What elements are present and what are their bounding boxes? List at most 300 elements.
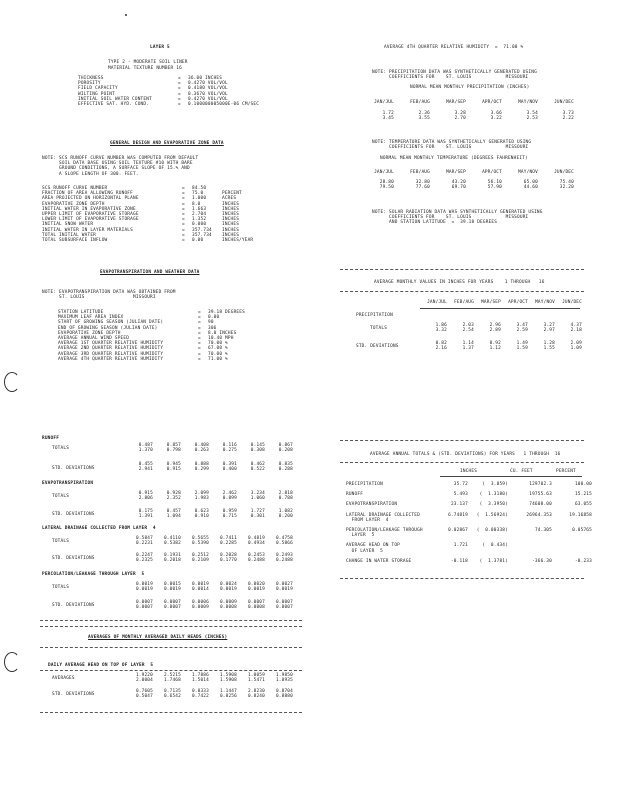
annual-percent: 0.05765 xyxy=(572,528,592,534)
temp-values xyxy=(358,180,574,190)
grid-row xyxy=(420,328,582,333)
property-cell: INCHES xyxy=(222,232,240,238)
grid-cell: 1.72 xyxy=(382,111,394,116)
property-cell: EVAPORATIVE ZONE DEPTH xyxy=(42,201,105,207)
grid-cell: 0.0007 xyxy=(163,605,181,611)
grid-cell: 0.462 xyxy=(250,462,265,467)
divider xyxy=(340,269,584,270)
perc-std-grid xyxy=(125,600,293,610)
rule xyxy=(420,308,580,309)
runoff-totals-grid xyxy=(125,443,293,453)
grid-cell: 0.0019 xyxy=(163,587,181,593)
grid-cell: 4.37 xyxy=(570,323,582,328)
grid-cell: 0.2488 xyxy=(247,558,265,564)
speck xyxy=(125,14,127,16)
property-cell: MAXIMUM LEAF AREA INDEX xyxy=(58,315,124,321)
property-cell: 1.663 xyxy=(192,206,207,212)
grid-cell: 2.59 xyxy=(516,328,528,334)
month-header: MAR/SEP xyxy=(446,100,466,105)
grid-cell: 0.0007 xyxy=(135,600,153,605)
grid-cell: 0.208 xyxy=(278,448,293,454)
property-cell: = xyxy=(198,356,201,362)
grid-cell: 1.0059 xyxy=(247,673,265,678)
property-cell: AVERAGE 4TH QUARTER RELATIVE HUMIDITY xyxy=(58,356,164,362)
month-header: JAN/JUL xyxy=(427,300,447,305)
grid-cell: 2.818 xyxy=(278,491,293,496)
annual-rows xyxy=(346,482,592,569)
month-header: MAY/NOV xyxy=(518,170,538,175)
month-header: JUN/DEC xyxy=(562,300,582,305)
grid-cell: 3.73 xyxy=(562,111,574,116)
grid-cell: 2.16 xyxy=(435,346,447,352)
grid-cell: 3.54 xyxy=(526,111,538,116)
annual-cuft: 19755.63 xyxy=(529,492,552,498)
grid-row xyxy=(125,467,293,472)
precip-label: PRECIPITATION xyxy=(356,313,393,318)
property-cell: 0.3670 VOL/VOL xyxy=(188,91,228,97)
grid-cell: 0.945 xyxy=(166,462,181,467)
grid-row xyxy=(125,541,293,546)
month-header: APR/OCT xyxy=(508,300,528,305)
grid-cell: 28.80 xyxy=(379,180,394,185)
grid-cell: 0.487 xyxy=(138,443,153,448)
property-cell: AVERAGE ANNUAL WIND SPEED xyxy=(58,336,130,342)
temp-title: NORMAL MEAN MONTHLY TEMPERATURE (DEGREES FAHRENHEIT) xyxy=(380,156,528,161)
grid-cell: 0.5382 xyxy=(163,541,181,547)
grid-cell: 0.263 xyxy=(194,448,209,454)
evapo-properties xyxy=(58,310,288,362)
grid-row xyxy=(420,346,582,351)
grid-row xyxy=(125,694,293,699)
design-title: GENERAL DESIGN AND EVAPORATIVE ZONE DATA xyxy=(110,141,224,146)
grid-cell: 2.53 xyxy=(526,116,538,122)
grid-cell: 0.0024 xyxy=(219,582,237,587)
grid-cell: 2.09 xyxy=(570,341,582,346)
grid-cell: 1.5908 xyxy=(219,673,237,678)
property-cell: INCHES/YEAR xyxy=(222,238,254,244)
month-header-row xyxy=(358,170,574,175)
percolation-label: PERCOLATION/LEAKAGE THROUGH LAYER 5 xyxy=(42,572,145,577)
divider xyxy=(40,670,302,671)
grid-cell: 3.27 xyxy=(543,323,555,328)
grid-cell: 0.798 xyxy=(166,448,181,454)
annual-cuft: 129702.3 xyxy=(529,482,552,487)
annual-label: RUNOFF xyxy=(346,492,364,498)
grid-cell: 1.5471 xyxy=(247,678,265,684)
annual-cuft: 26964.353 xyxy=(526,512,552,518)
property-cell: PERCENT xyxy=(222,191,242,197)
property-cell: ACRES xyxy=(222,196,237,202)
property-cell: POROSITY xyxy=(78,81,101,87)
property-cell: 1.352 xyxy=(192,217,207,223)
property-cell: = xyxy=(178,76,181,81)
grid-cell: 32.80 xyxy=(415,180,430,185)
grid-cell: 0.910 xyxy=(194,514,209,520)
property-cell: INITIAL WATER IN LAYER MATERIALS xyxy=(42,227,133,233)
grid-cell: 0.959 xyxy=(222,509,237,514)
lateral-totals-label: TOTALS xyxy=(52,539,70,544)
annual-std: ( 1.3781) xyxy=(479,558,508,564)
property-cell: = xyxy=(182,238,185,244)
annual-inches: 0.02867 xyxy=(448,528,468,534)
property-cell: 39.18 DEGREES xyxy=(208,310,245,315)
grid-cell: 1.12 xyxy=(489,346,501,352)
grid-cell: 0.888 xyxy=(194,462,209,467)
property-cell: AVERAGE 2ND QUARTER RELATIVE HUMIDITY xyxy=(58,346,164,352)
property-cell: INCHES xyxy=(222,217,240,223)
annual-std: ( 0.434) xyxy=(482,543,508,549)
grid-cell: 0.0007 xyxy=(275,600,293,605)
grid-cell: 0.116 xyxy=(222,443,237,448)
grid-cell: 1.060 xyxy=(250,496,265,502)
property-cell: AVERAGE 1ST QUARTER RELATIVE HUMIDITY xyxy=(58,341,164,347)
grid-cell: 0.2247 xyxy=(135,553,153,558)
annual-label: AVERAGE HEAD ON TOP OF LAYER 5 xyxy=(346,543,401,554)
property-row xyxy=(42,238,262,243)
grid-cell: 0.522 xyxy=(250,467,265,473)
monthly-title: AVERAGE MONTHLY VALUES IN INCHES FOR YEARS 1 THROUGH 16 xyxy=(374,280,545,285)
grid-cell: 2.352 xyxy=(166,496,181,502)
grid-row xyxy=(125,678,293,683)
grid-cell: 0.0015 xyxy=(163,582,181,587)
grid-cell: 1.0935 xyxy=(275,678,293,684)
grid-row xyxy=(125,587,293,592)
col-percent: PERCENT xyxy=(556,469,576,474)
divider xyxy=(40,626,302,627)
perc-std-label: STD. DEVIATIONS xyxy=(52,603,95,608)
annual-std: ( 1.56924) xyxy=(476,512,508,518)
property-cell: EVAPORATIVE ZONE DEPTH xyxy=(58,330,121,336)
divider xyxy=(40,620,302,621)
grid-cell: 0.0019 xyxy=(219,587,237,593)
property-cell: 75.0 xyxy=(192,191,204,197)
grid-cell: 0.2453 xyxy=(247,553,265,558)
annual-row xyxy=(346,528,592,538)
month-header: JUN/DEC xyxy=(554,100,574,105)
grid-cell: 0.0009 xyxy=(219,600,237,605)
property-cell: = xyxy=(198,336,201,342)
property-cell: = xyxy=(178,102,181,108)
grid-cell: 0.0019 xyxy=(135,587,153,593)
grid-cell: 0.8256 xyxy=(219,694,237,700)
property-cell: INITIAL WATER IN EVAPORATIVE ZONE xyxy=(42,206,136,212)
property-cell: 8.0 xyxy=(192,201,201,207)
property-cell: TOTAL INITIAL WATER xyxy=(42,232,97,238)
property-cell: TOTAL SUBSURFACE INFLOW xyxy=(42,238,108,244)
grid-cell: 0.7422 xyxy=(191,694,209,700)
property-cell: = xyxy=(182,191,185,197)
month-header: MAY/NOV xyxy=(535,300,555,305)
grid-cell: 0.8880 xyxy=(275,694,293,700)
grid-cell: 0.4819 xyxy=(247,536,265,541)
grid-cell: 3.28 xyxy=(454,111,466,116)
grid-cell: 0.0007 xyxy=(247,600,265,605)
col-inches: INCHES xyxy=(460,469,478,474)
col-cuft: CU. FEET xyxy=(510,469,533,474)
totals-label: TOTALS xyxy=(370,326,388,331)
month-header-row xyxy=(420,300,582,305)
grid-cell: 32.20 xyxy=(559,185,574,191)
annual-row xyxy=(346,502,592,507)
std-label: STD. DEVIATIONS xyxy=(356,344,399,349)
punch-hole-top xyxy=(4,372,20,392)
lateral-label: LATERAL DRAINAGE COLLECTED FROM LAYER 4 xyxy=(42,526,156,531)
grid-cell: 0.5047 xyxy=(135,694,153,700)
layer-type-line: TYPE 2 - MODERATE SOIL LINER xyxy=(108,60,188,65)
annual-row xyxy=(346,482,592,487)
runoff-totals-label: TOTALS xyxy=(52,446,70,451)
grid-cell: 0.301 xyxy=(250,514,265,520)
grid-cell: 44.60 xyxy=(523,185,538,191)
divider xyxy=(40,647,302,648)
grid-cell: 0.5390 xyxy=(191,541,209,547)
grid-cell: 0.715 xyxy=(222,514,237,520)
grid-cell: 0.0019 xyxy=(135,582,153,587)
divider xyxy=(340,440,584,441)
grid-cell: 2.8230 xyxy=(247,689,265,694)
grid-cell: 75.40 xyxy=(559,180,574,185)
grid-cell: 0.5866 xyxy=(275,541,293,547)
grid-cell: 0.857 xyxy=(166,443,181,448)
month-header-row xyxy=(358,100,574,105)
annual-std: ( 0.00338) xyxy=(476,528,508,534)
grid-cell: 0.2488 xyxy=(275,558,293,564)
month-header: FEB/AUG xyxy=(410,170,430,175)
grid-cell: 0.4758 xyxy=(275,536,293,541)
annual-std: ( 1.3180) xyxy=(479,492,508,498)
property-cell: = xyxy=(178,81,181,87)
divider xyxy=(40,712,302,713)
grid-cell: 1.370 xyxy=(138,448,153,454)
grid-cell: 0.2493 xyxy=(275,553,293,558)
grid-cell: 0.0027 xyxy=(275,582,293,587)
grid-cell: 2.462 xyxy=(222,491,237,496)
runoff-std-grid xyxy=(125,462,293,472)
runoff-label: RUNOFF xyxy=(42,436,60,441)
property-cell: = xyxy=(182,232,185,238)
precip-title: NORMAL MEAN MONTHLY PRECIPITATION (INCHES) xyxy=(410,85,530,90)
grid-cell: 0.1770 xyxy=(219,558,237,564)
grid-cell: 2.806 xyxy=(138,496,153,502)
grid-cell: 0.899 xyxy=(222,496,237,502)
annual-row xyxy=(346,492,592,497)
perc-totals-grid xyxy=(125,582,293,592)
annual-cuft: -366.30 xyxy=(532,558,552,564)
property-cell: INCHES xyxy=(222,222,240,228)
property-cell: = xyxy=(178,86,181,92)
divider xyxy=(340,462,584,463)
property-cell: = xyxy=(198,341,201,347)
grid-cell: 79.50 xyxy=(379,185,394,191)
grid-cell: 1.14 xyxy=(462,341,474,346)
grid-cell: 0.2512 xyxy=(191,553,209,558)
property-cell: 70.00 % xyxy=(208,341,228,347)
grid-cell: 0.145 xyxy=(250,443,265,448)
property-cell: = xyxy=(198,351,201,357)
property-cell: FIELD CAPACITY xyxy=(78,86,118,92)
property-cell: AREA PROJECTED ON HORIZONTAL PLANE xyxy=(42,196,139,202)
annual-row xyxy=(346,559,592,564)
month-header: FEB/AUG xyxy=(454,300,474,305)
property-cell: INCHES xyxy=(222,227,240,233)
property-cell: 2.704 xyxy=(192,212,207,218)
grid-cell: 56.10 xyxy=(487,180,502,185)
grid-cell: 1.082 xyxy=(278,509,293,514)
layer-material-line: MATERIAL TEXTURE NUMBER 16 xyxy=(108,66,182,71)
month-header: APR/OCT xyxy=(482,100,502,105)
grid-cell: 0.0019 xyxy=(275,587,293,593)
grid-cell: 2.36 xyxy=(418,111,430,116)
evapo-title: EVAPOTRANSPIRATION AND WEATHER DATA xyxy=(100,270,200,275)
property-row xyxy=(78,102,288,107)
month-header: MAY/NOV xyxy=(518,100,538,105)
annual-percent: 100.00 xyxy=(574,482,592,487)
property-cell: 1.000 xyxy=(192,196,207,202)
annual-percent: 63.055 xyxy=(574,502,592,508)
property-cell: 0.00 xyxy=(208,315,220,321)
annual-inches: -0.118 xyxy=(450,558,468,564)
grid-cell: 0.299 xyxy=(194,467,209,473)
grid-row xyxy=(358,185,574,190)
annual-title: AVERAGE ANNUAL TOTALS & (STD. DEVIATIONS) FOR YEARS 1 THROUGH 16 xyxy=(370,452,561,457)
design-properties xyxy=(42,186,262,243)
grid-cell: 0.2285 xyxy=(219,541,237,547)
property-cell: 357.734 xyxy=(192,227,212,233)
grid-cell: 0.82 xyxy=(435,341,447,346)
grid-cell: 0.308 xyxy=(250,448,265,454)
grid-cell: 0.0008 xyxy=(247,605,265,611)
property-cell: LOWER LIMIT OF EVAPORATIVE STORAGE xyxy=(42,217,139,223)
property-cell: WILTING POINT xyxy=(78,91,115,97)
monthly-months xyxy=(420,300,582,305)
runoff-std-label: STD. DEVIATIONS xyxy=(52,466,95,471)
grid-cell: 0.867 xyxy=(278,443,293,448)
grid-cell: 0.4110 xyxy=(163,536,181,541)
grid-cell: 0.0014 xyxy=(191,587,209,593)
temp-months xyxy=(358,170,574,175)
property-cell: 71.00 % xyxy=(208,356,228,362)
property-cell: = xyxy=(198,346,201,352)
grid-cell: 0.200 xyxy=(278,514,293,520)
property-cell: 357.734 xyxy=(192,232,212,238)
grid-cell: 0.2018 xyxy=(163,558,181,564)
property-row xyxy=(58,357,288,362)
property-cell: EFFECTIVE SAT. HYD. COND. xyxy=(78,102,150,108)
grid-cell: 1.9850 xyxy=(275,673,293,678)
grid-cell: 0.400 xyxy=(222,467,237,473)
head-avg-label: AVERAGES xyxy=(52,676,75,681)
property-cell: = xyxy=(182,222,185,228)
property-cell: INCHES xyxy=(222,212,240,218)
property-cell: END OF GROWING SEASON (JULIAN DATE) xyxy=(58,325,158,331)
annual-label: PERCOLATION/LEAKAGE THROUGH LAYER 5 xyxy=(346,528,423,539)
property-cell: INCHES xyxy=(222,206,240,212)
grid-cell: 1.86 xyxy=(435,323,447,328)
month-header: JAN/JUL xyxy=(374,170,394,175)
annual-cuft: 74.305 xyxy=(534,528,552,534)
property-cell: UPPER LIMIT OF EVAPORATIVE STORAGE xyxy=(42,212,139,218)
property-cell: = xyxy=(198,330,201,336)
evap-totals-label: TOTALS xyxy=(52,494,70,499)
property-cell: 0.000 xyxy=(192,222,207,228)
property-cell: = xyxy=(182,212,185,218)
grid-cell: 0.2109 xyxy=(191,558,209,564)
property-cell: = xyxy=(182,201,185,207)
grid-cell: 1.5908 xyxy=(219,678,237,684)
grid-cell: 1.5014 xyxy=(191,678,209,684)
grid-row xyxy=(125,448,293,453)
annual-percent: 15.215 xyxy=(574,492,592,498)
grid-cell: 0.7605 xyxy=(135,689,153,694)
annual-label: PRECIPITATION xyxy=(346,482,383,487)
grid-cell: 0.175 xyxy=(138,509,153,514)
annual-percent xyxy=(552,543,592,553)
property-cell: 0.100000005000E-06 CM/SEC xyxy=(188,102,260,108)
grid-cell: 0.0019 xyxy=(191,582,209,587)
grid-cell: 2.70 xyxy=(454,116,466,122)
grid-cell: 1.9220 xyxy=(135,673,153,678)
annual-row xyxy=(346,543,592,553)
grid-cell: 2.0004 xyxy=(135,678,153,684)
property-cell: = xyxy=(178,91,181,97)
property-cell: INCHES xyxy=(222,201,240,207)
solar-note: NOTE: SOLAR RADIATION DATA WAS SYNTHETICALLY GENERATED USING COEFFICIENTS FOR ST. LOUIS MISSOURI AND STATION LATITUDE = 39.18 DEGREES xyxy=(372,210,543,226)
grid-cell: 0.408 xyxy=(194,443,209,448)
property-cell: = xyxy=(178,96,181,102)
annual-cuft: 74608.00 xyxy=(529,502,552,508)
annual-label: CHANGE IN WATER STORAGE xyxy=(346,558,412,564)
annual-std: ( 3.859) xyxy=(482,482,508,487)
lateral-std-label: STD. DEVIATIONS xyxy=(52,556,95,561)
grid-cell: 1.28 xyxy=(543,341,555,346)
evap-std-label: STD. DEVIATIONS xyxy=(52,512,95,517)
temp-note: NOTE: TEMPERATURE DATA WAS SYNTHETICALLY GENERATED USING COEFFICIENTS FOR ST. LOUIS MISSOURI xyxy=(372,140,532,151)
month-header: JAN/JUL xyxy=(374,100,394,105)
grid-cell: 2.54 xyxy=(462,328,474,334)
grid-cell: 1.59 xyxy=(516,346,528,352)
property-cell: 90 xyxy=(208,320,214,326)
punch-hole-bottom xyxy=(4,652,20,672)
lateral-std-grid xyxy=(125,553,293,563)
grid-cell: 2.18 xyxy=(570,328,582,334)
annual-label: LATERAL DRAINAGE COLLECTED FROM LAYER 4 xyxy=(346,512,420,523)
grid-cell: 2.22 xyxy=(562,116,574,122)
layer-properties xyxy=(78,76,288,107)
grid-cell: 0.0007 xyxy=(163,600,181,605)
grid-cell: 1.37 xyxy=(462,346,474,352)
rule xyxy=(440,476,582,477)
property-cell: FRACTION OF AREA ALLOWING RUNOFF xyxy=(42,191,133,197)
grid-cell: 0.1931 xyxy=(163,553,181,558)
evap-std-grid xyxy=(125,509,293,519)
property-cell: 84.50 xyxy=(192,186,207,191)
grid-cell: 43.20 xyxy=(451,180,466,185)
precip-values xyxy=(358,111,574,121)
grid-cell: 1.09 xyxy=(570,346,582,352)
grid-cell: 1.094 xyxy=(166,514,181,520)
property-cell: 10.40 MPH xyxy=(208,336,234,342)
grid-cell: 0.92 xyxy=(489,341,501,346)
property-cell: 67.00 % xyxy=(208,346,228,352)
lateral-totals-grid xyxy=(125,536,293,546)
property-cell: 0.4180 VOL/VOL xyxy=(188,86,228,92)
grid-cell: 0.8240 xyxy=(247,694,265,700)
month-header: MAR/SEP xyxy=(446,170,466,175)
grid-cell: 1.391 xyxy=(138,514,153,520)
grid-cell: 0.0006 xyxy=(191,600,209,605)
grid-cell: 65.00 xyxy=(523,180,538,185)
property-cell: 0.4270 VOL/VOL xyxy=(188,81,228,87)
